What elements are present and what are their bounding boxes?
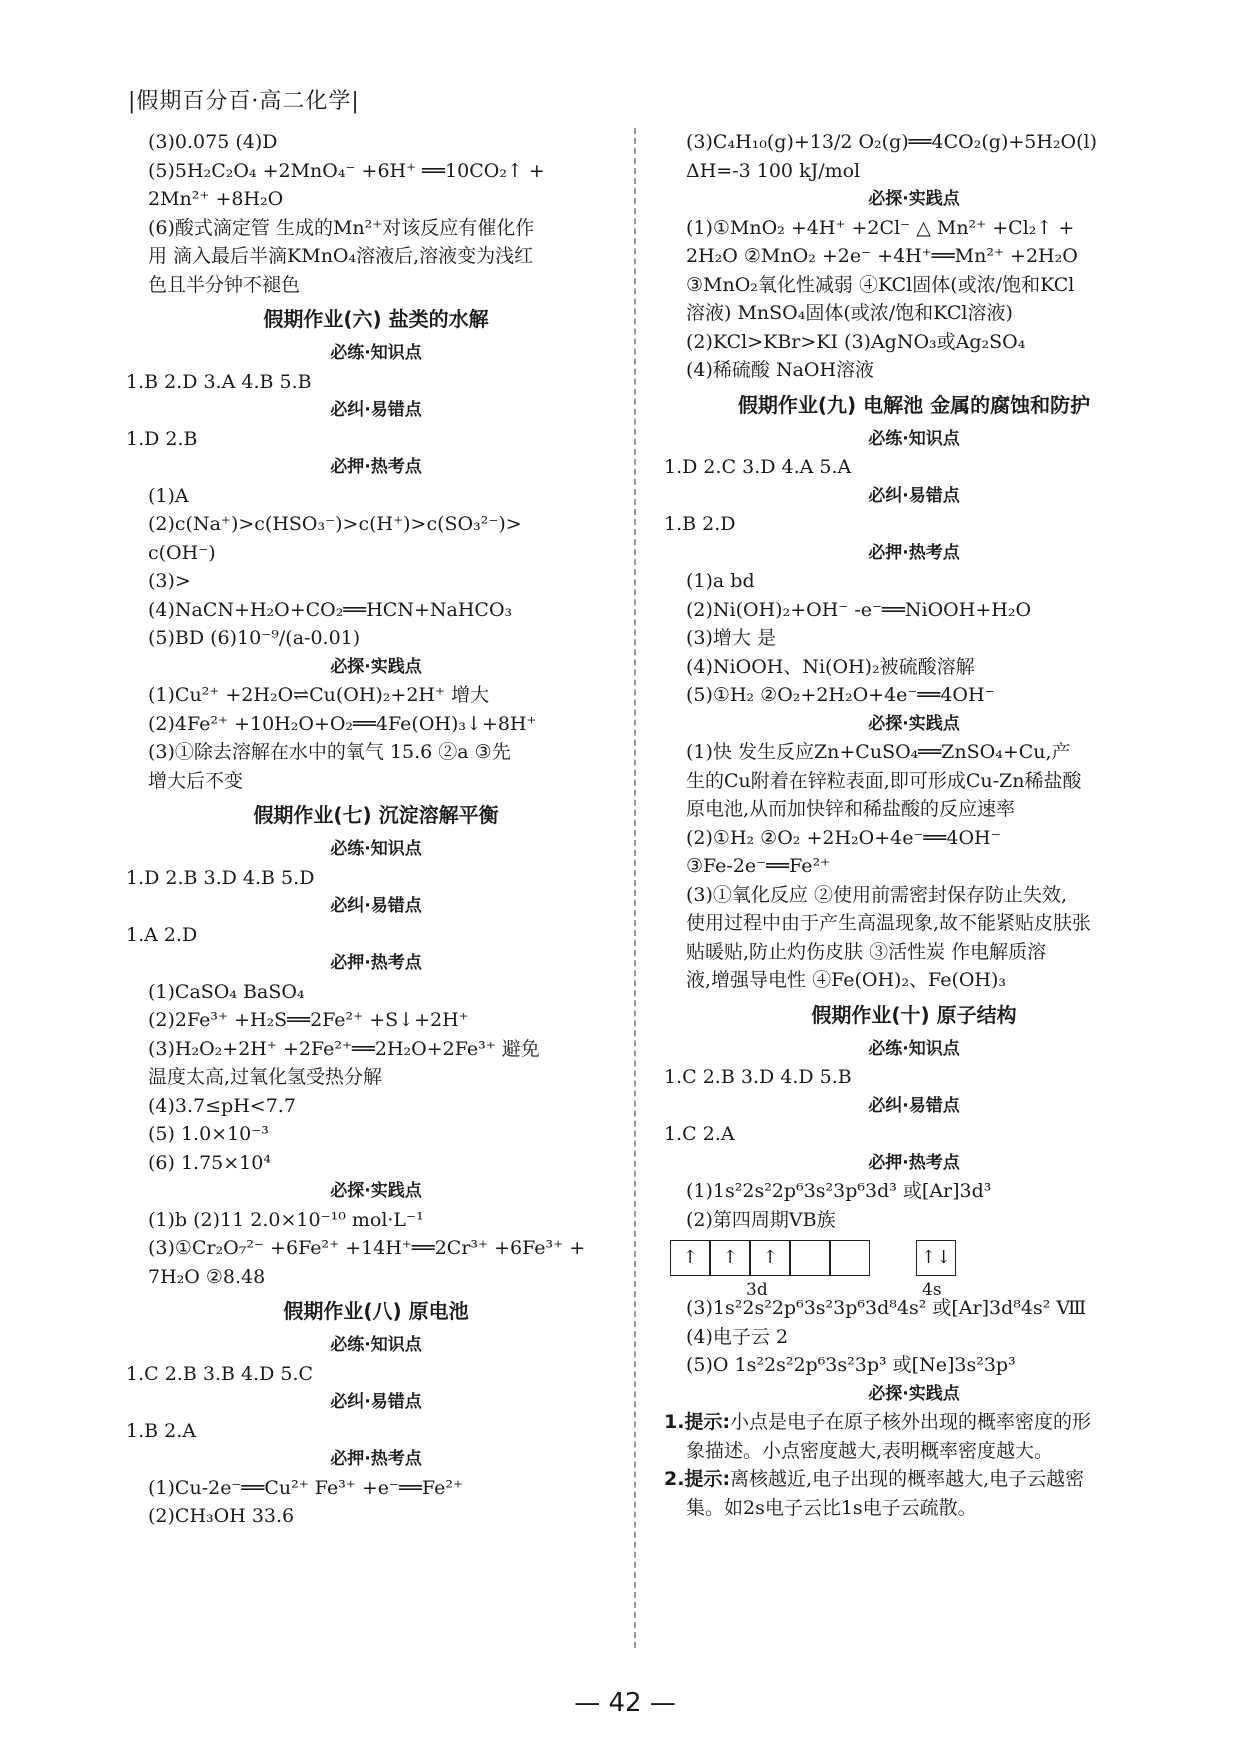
answer-line: 增大后不变 [148, 769, 244, 792]
answer-line: (3)> [148, 570, 191, 592]
orbital-box-4s: ↑↓ [916, 1240, 956, 1276]
right-column [664, 128, 1164, 1522]
orbital-diagram [664, 1234, 1164, 1300]
answer-line: (2)KCl>KBr>KI (3)AgNO₃或Ag₂SO₄ [686, 330, 1026, 353]
answer-line: (1)Cu-2e⁻══Cu²⁺ Fe³⁺ +e⁻══Fe²⁺ [148, 1476, 463, 1499]
column-divider [634, 128, 636, 1648]
answer-line: 1.B 2.A [126, 1419, 196, 1442]
answer-line: (5)①H₂ ②O₂+2H₂O+4e⁻══4OH⁻ [686, 684, 995, 706]
subsection-title: 必押·热考点 [868, 542, 960, 563]
subsection-title: 必探·实践点 [868, 713, 960, 734]
answer-line: 1.D 2.B 3.D 4.B 5.D [126, 866, 315, 889]
answer-line: 1.B 2.D [664, 513, 736, 535]
answer-line: (2)①H₂ ②O₂ +2H₂O+4e⁻══4OH⁻ [686, 826, 1001, 849]
answer-line: 1.C 2.B 3.D 4.D 5.B [664, 1066, 852, 1088]
answer-line: ③MnO₂氧化性减弱 ④KCl固体(或浓/饱和KCl [686, 273, 1075, 296]
answer-line: (2)2Fe³⁺ +H₂S══2Fe²⁺ +S↓+2H⁺ [148, 1009, 469, 1031]
section-title: 假期作业(九) 电解池 金属的腐蚀和防护 [737, 392, 1091, 417]
orbital-box-3d: ↑ [710, 1240, 750, 1276]
answer-line: (6) 1.75×10⁴ [148, 1151, 271, 1174]
answer-line: 1.B 2.D 3.A 4.B 5.B [126, 370, 312, 393]
answer-line: 1.D 2.C 3.D 4.A 5.A [664, 456, 852, 478]
answer-line: (4)3.7≤pH<7.7 [148, 1094, 296, 1117]
orbital-label-4s: 4s [922, 1280, 942, 1300]
answer-line: (4)电子云 2 [686, 1325, 789, 1348]
answer-line: (3)①除去溶解在水中的氧气 15.6 ②a ③先 [148, 741, 511, 763]
answer-line: (1)CaSO₄ BaSO₄ [148, 980, 305, 1003]
answer-line: (1)①MnO₂ +4H⁺ +2Cl⁻ △ Mn²⁺ +Cl₂↑ + [686, 216, 1075, 239]
section-title: 假期作业(六) 盐类的水解 [263, 307, 489, 331]
subsection-title: 必练·知识点 [868, 1038, 960, 1059]
answer-line: 贴暖贴,防止灼伤皮肤 ③活性炭 作电解质溶 [686, 940, 1047, 963]
answer-line: (3)0.075 (4)D [148, 131, 278, 153]
answer-line: (6)酸式滴定管 生成的Mn²⁺对该反应有催化作 [148, 216, 535, 239]
subsection-title: 必纠·易错点 [868, 1095, 960, 1116]
hint-text: 小点是电子在原子核外出现的概率密度的形 [730, 1411, 1092, 1433]
answer-line: (1)Cu²⁺ +2H₂O⇌Cu(OH)₂+2H⁺ 增大 [148, 684, 490, 706]
orbital-box-3d: ↑ [670, 1240, 710, 1276]
answer-line: (3)C₄H₁₀(g)+13/2 O₂(g)══4CO₂(g)+5H₂O(l) [686, 131, 1098, 153]
answer-line: c(OH⁻) [148, 541, 216, 564]
hint-label: 2.提示: [664, 1468, 731, 1490]
answer-line: (1)A [148, 484, 189, 507]
subsection-title: 必练·知识点 [330, 1335, 422, 1355]
subsection-title: 必纠·易错点 [868, 485, 960, 506]
left-column [126, 128, 626, 1531]
answer-line: (5) 1.0×10⁻³ [148, 1123, 269, 1145]
answer-line: (2)CH₃OH 33.6 [148, 1505, 295, 1527]
answer-line: (3)①Cr₂O₇²⁻ +6Fe²⁺ +14H⁺══2Cr³⁺ +6Fe³⁺ + [148, 1237, 586, 1259]
orbital-box-3d [830, 1240, 870, 1276]
subsection-title: 必探·实践点 [330, 656, 422, 677]
subsection-title: 必练·知识点 [868, 428, 960, 449]
answer-line: (2)Ni(OH)₂+OH⁻ -e⁻══NiOOH+H₂O [686, 598, 1032, 621]
hint-text: 离核越近,电子出现的概率越大,电子云越密 [730, 1468, 1085, 1490]
subsection-title: 必纠·易错点 [330, 1392, 422, 1412]
section-title: 假期作业(八) 原电池 [283, 1299, 469, 1323]
answer-line: (3)H₂O₂+2H⁺ +2Fe²⁺══2H₂O+2Fe³⁺ 避免 [148, 1037, 540, 1060]
answer-line: ③Fe-2e⁻══Fe²⁺ [686, 855, 831, 877]
answer-line: (5)O 1s²2s²2p⁶3s²3p³ 或[Ne]3s²3p³ [686, 1354, 1016, 1376]
answer-line: 温度太高,过氧化氢受热分解 [148, 1066, 383, 1088]
subsection-title: 必练·知识点 [330, 839, 422, 859]
subsection-title: 必探·实践点 [868, 189, 960, 209]
answer-line: (3)1s²2s²2p⁶3s²3p⁶3d⁸4s² 或[Ar]3d⁸4s² Ⅷ [686, 1297, 1087, 1319]
subsection-title: 必练·知识点 [330, 343, 422, 363]
answer-line: (4)稀硫酸 NaOH溶液 [686, 359, 875, 381]
answer-line: 1.D 2.B [126, 427, 198, 450]
answer-line: 2H₂O ②MnO₂ +2e⁻ +4H⁺══Mn²⁺ +2H₂O [686, 245, 1078, 267]
answer-line: 1.C 2.A [664, 1123, 735, 1145]
subsection-title: 必探·实践点 [868, 1383, 960, 1404]
answer-line: (4)NiOOH、Ni(OH)₂被硫酸溶解 [686, 655, 975, 678]
answer-line: 2Mn²⁺ +8H₂O [148, 188, 284, 210]
answer-line: 用 滴入最后半滴KMnO₄溶液后,溶液变为浅红 [148, 245, 534, 267]
orbital-box-3d: ↑ [750, 1240, 790, 1276]
answer-line: (1)快 发生反应Zn+CuSO₄══ZnSO₄+Cu,产 [686, 741, 1071, 763]
section-title: 假期作业(十) 原子结构 [811, 1002, 1017, 1027]
subsection-title: 必探·实践点 [330, 1181, 422, 1201]
subsection-title: 必纠·易错点 [330, 400, 422, 420]
answer-line: 1.C 2.B 3.B 4.D 5.C [126, 1362, 314, 1385]
answer-line: (4)NaCN+H₂O+CO₂══HCN+NaHCO₃ [148, 598, 513, 621]
subsection-title: 必押·热考点 [330, 953, 422, 973]
answer-line: (2)第四周期ⅤB族 [686, 1208, 836, 1231]
answer-line: (2)c(Na⁺)>c(HSO₃⁻)>c(H⁺)>c(SO₃²⁻)> [148, 513, 522, 535]
answer-line: 1.A 2.D [126, 923, 198, 946]
subsection-title: 必押·热考点 [330, 1449, 422, 1469]
subsection-title: 必押·热考点 [868, 1152, 960, 1173]
answer-line: 集。如2s电子云比1s电子云疏散。 [686, 1496, 977, 1519]
answer-line: (2)4Fe²⁺ +10H₂O+O₂══4Fe(OH)₃↓+8H⁺ [148, 712, 537, 735]
answer-line: 象描述。小点密度越大,表明概率密度越大。 [686, 1439, 1054, 1462]
answer-line: 7H₂O ②8.48 [148, 1265, 266, 1288]
subsection-title: 必纠·易错点 [330, 896, 422, 916]
answer-line: (1)b (2)11 2.0×10⁻¹⁰ mol·L⁻¹ [148, 1208, 424, 1231]
answer-line: 溶液) MnSO₄固体(或浓/饱和KCl溶液) [686, 302, 1013, 324]
answer-line: 使用过程中由于产生高温现象,故不能紧贴皮肤张 [686, 912, 1092, 934]
answer-line: 液,增强导电性 ④Fe(OH)₂、Fe(OH)₃ [686, 969, 1007, 991]
subsection-title: 必押·热考点 [330, 457, 422, 477]
answer-line: (1)a bd [686, 570, 755, 592]
orbital-box-3d [790, 1240, 830, 1276]
orbital-label-3d: 3d [746, 1280, 768, 1300]
hint-line [664, 1408, 1164, 1437]
section-title: 假期作业(七) 沉淀溶解平衡 [253, 803, 499, 827]
answer-line: (5)5H₂C₂O₄ +2MnO₄⁻ +6H⁺ ══10CO₂↑ + [148, 159, 545, 182]
answer-line: 色且半分钟不褪色 [148, 273, 301, 296]
answer-line: (3)增大 是 [686, 627, 776, 649]
page-header: |假期百分百·高二化学| [128, 89, 360, 114]
answer-line: ΔH=-3 100 kJ/mol [686, 159, 861, 182]
answer-line: 生的Cu附着在锌粒表面,即可形成Cu-Zn稀盐酸 [686, 769, 1082, 792]
hint-label: 1.提示: [664, 1411, 731, 1433]
answer-line: (5)BD (6)10⁻⁹/(a-0.01) [148, 627, 361, 649]
page-number: — 42 — [574, 1688, 676, 1718]
answer-line: 原电池,从而加快锌和稀盐酸的反应速率 [686, 798, 1016, 820]
answer-line: (3)①氧化反应 ②使用前需密封保存防止失效, [686, 883, 1067, 906]
hint-line [664, 1465, 1164, 1494]
answer-line: (1)1s²2s²2p⁶3s²3p⁶3d³ 或[Ar]3d³ [686, 1180, 992, 1202]
